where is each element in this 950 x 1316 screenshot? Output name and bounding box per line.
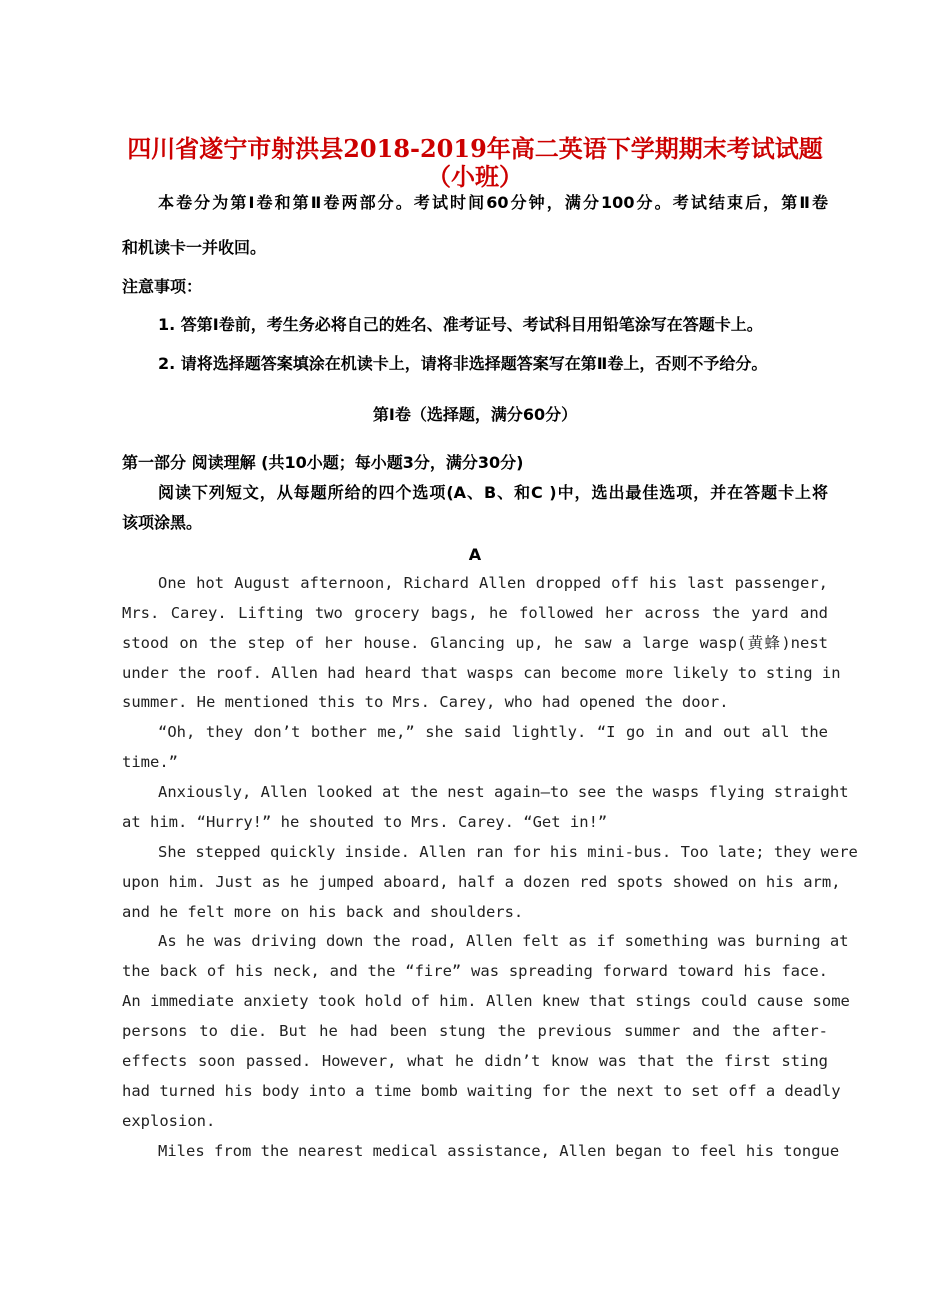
notice-heading: 注意事项：: [122, 277, 203, 296]
intro-line-1: 本卷分为第Ⅰ卷和第Ⅱ卷两部分。考试时间60分钟，满分100分。考试结束后，第Ⅱ卷: [158, 193, 828, 212]
passage-line: One hot August afternoon, Richard Allen dropped off his last passenger,: [158, 574, 828, 592]
passage-line: the back of his neck, and the “fire” was spreading forward toward his face.: [122, 962, 828, 980]
passage-line: at him. “Hurry!” he shouted to Mrs. Carey. “Get in!”: [122, 813, 608, 831]
passage-line: and he felt more on his back and shoulders.: [122, 903, 524, 921]
passage-line: As he was driving down the road, Allen felt as if something was burning at: [158, 932, 849, 950]
passage-line: Miles from the nearest medical assistance, Allen began to feel his tongue: [158, 1142, 840, 1160]
passage-line: An immediate anxiety took hold of him. Allen knew that stings could cause some: [122, 992, 850, 1010]
passage-label: A: [468, 545, 482, 564]
passage-line: time.”: [122, 753, 178, 771]
exam-subtitle: （小班）: [427, 162, 523, 191]
passage-line: effects soon passed. However, what he didn’t know was that the first sting: [122, 1052, 828, 1070]
passage-line: upon him. Just as he jumped aboard, half a dozen red spots showed on his arm,: [122, 873, 841, 891]
passage-line: stood on the step of her house. Glancing up, he saw a large wasp(黄蜂)nest: [122, 634, 828, 652]
volume-title: 第Ⅰ卷（选择题，满分60分）: [372, 405, 578, 424]
part-title: 第一部分 阅读理解 (共10小题；每小题3分，满分30分): [122, 453, 524, 472]
notice-item-2: 2. 请将选择题答案填涂在机读卡上，请将非选择题答案写在第Ⅱ卷上，否则不予给分。: [158, 354, 768, 373]
notice-item-1: 1. 答第Ⅰ卷前，考生务必将自己的姓名、准考证号、考试科目用铅笔涂写在答题卡上。: [158, 315, 763, 334]
exam-title: 四川省遂宁市射洪县2018-2019年高二英语下学期期末考试试题: [127, 134, 823, 163]
passage-line: Mrs. Carey. Lifting two grocery bags, he followed her across the yard and: [122, 604, 828, 622]
passage-line: under the roof. Allen had heard that wasps can become more likely to sting in: [122, 664, 841, 682]
passage-line: persons to die. But he had been stung the previous summer and the after-: [122, 1022, 828, 1040]
passage-line: “Oh, they don’t bother me,” she said lightly. “I go in and out all the: [158, 723, 828, 741]
passage-line: explosion.: [122, 1112, 216, 1130]
passage-line: summer. He mentioned this to Mrs. Carey, who had opened the door.: [122, 693, 729, 711]
passage-line: had turned his body into a time bomb waiting for the next to set off a deadly: [122, 1082, 841, 1100]
passage-line: She stepped quickly inside. Allen ran for his mini-bus. Too late; they were: [158, 843, 858, 861]
passage-line: Anxiously, Allen looked at the nest again—to see the wasps flying straight: [158, 783, 849, 801]
instruction-line-2: 该项涂黑。: [122, 513, 203, 532]
intro-line-2: 和机读卡一并收回。: [122, 238, 267, 257]
instruction-line-1: 阅读下列短文，从每题所给的四个选项(A、B、和C )中，选出最佳选项，并在答题卡上将: [158, 483, 828, 502]
